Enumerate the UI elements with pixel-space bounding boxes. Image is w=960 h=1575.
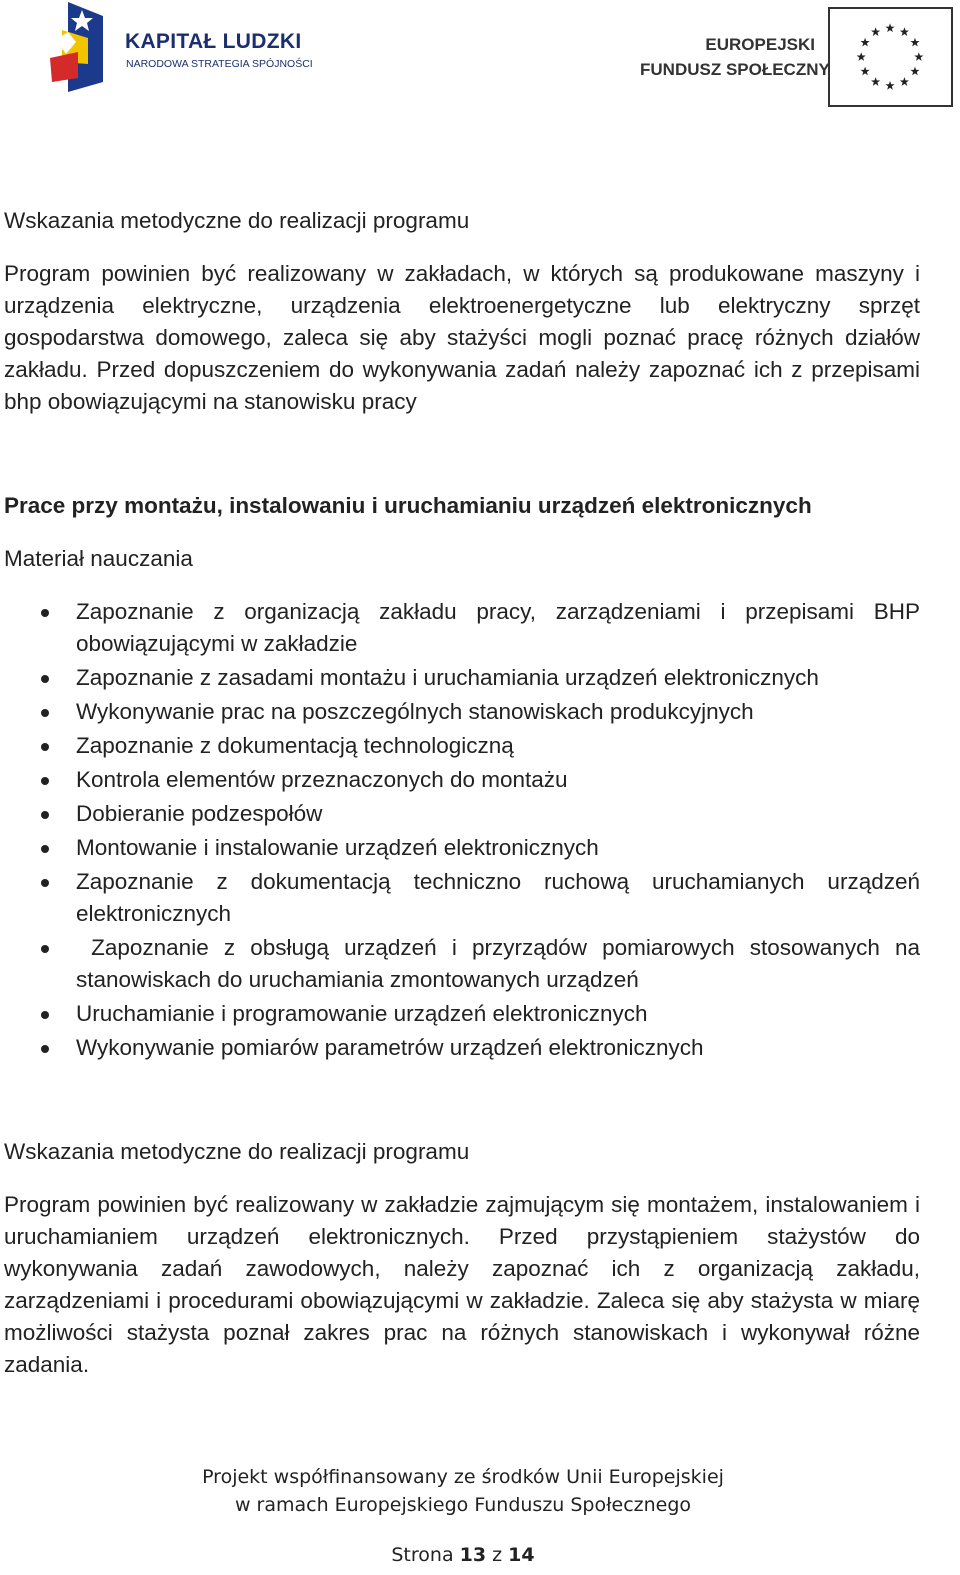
list-item: Zapoznanie z dokumentacją techniczno ruchową uruchamianych urządzeń elektronicznych <box>4 866 920 930</box>
eu-star-icon <box>910 67 919 76</box>
page-separator: z <box>492 1544 503 1566</box>
kapital-ludzki-logo-icon <box>48 2 110 92</box>
kapital-ludzki-title: KAPITAŁ LUDZKI <box>125 30 302 53</box>
section-paragraph: Program powinien być realizowany w zakładzie zajmującym się montażem, instalowaniem i uruchamianiem urządzeń elektronicznych. Przed przystąpieniem stażystów do wykonywania zadań zawodowych, należy zapoznać ich z organizacją zakładu, zarządzeniami i procedurami obowiązującymi w zakładzie. Zaleca się aby stażysta w miarę możliwości stażysta poznał zakres prac na różnych stanowiskach i wykonywał różne zadania. <box>4 1192 920 1377</box>
bullet-icon <box>41 609 49 617</box>
kapital-ludzki-subtitle: NARODOWA STRATEGIA SPÓJNOŚCI <box>126 58 313 70</box>
efs-line-1: EUROPEJSKI <box>705 35 815 54</box>
page-footer <box>0 1463 926 1519</box>
page-number <box>0 1544 926 1566</box>
bullet-icon <box>41 1011 49 1019</box>
efs-line-2: FUNDUSZ SPOŁECZNY <box>640 60 830 79</box>
eu-star-icon <box>914 52 923 61</box>
bullet-icon <box>41 709 49 717</box>
list-item: Montowanie i instalowanie urządzeń elektronicznych <box>4 832 920 864</box>
list-item: Zapoznanie z dokumentacją technologiczną <box>4 730 920 762</box>
page-total: 14 <box>508 1544 535 1566</box>
list-item: Wykonywanie prac na poszczególnych stanowiskach produkcyjnych <box>4 696 920 728</box>
eu-star-icon <box>900 77 909 86</box>
list-item: Zapoznanie z obsługą urządzeń i przyrządów pomiarowych stosowanych na stanowiskach do uruchamiania zmontowanych urządzeń <box>4 932 920 996</box>
section-heading: Wskazania metodyczne do realizacji programu <box>4 1139 470 1164</box>
material-list <box>4 596 927 1064</box>
footer-line-2: w ramach Europejskiego Funduszu Społecznego <box>234 1494 692 1516</box>
eu-star-icon <box>861 67 870 76</box>
bullet-icon <box>41 945 49 953</box>
eu-star-icon <box>900 27 909 36</box>
page-prefix: Strona <box>391 1544 454 1566</box>
list-item: Uruchamianie i programowanie urządzeń elektronicznych <box>4 998 920 1030</box>
page-current: 13 <box>459 1544 487 1566</box>
bullet-icon <box>41 743 49 751</box>
list-item: Kontrola elementów przeznaczonych do montażu <box>4 764 920 796</box>
eu-star-icon <box>910 38 919 47</box>
list-item: Zapoznanie z zasadami montażu i uruchamiania urządzeń elektronicznych <box>4 662 920 694</box>
eu-star-icon <box>857 52 866 61</box>
bullet-icon <box>41 777 49 785</box>
section-heading: Wskazania metodyczne do realizacji programu <box>4 208 470 233</box>
eu-star-icon <box>871 27 880 36</box>
bullet-icon <box>41 811 49 819</box>
page-header <box>0 0 960 115</box>
eu-stars-flag-icon <box>828 7 953 107</box>
eu-star-icon <box>885 23 894 32</box>
footer-line-1: Projekt współfinansowany ze środków Unii Europejskiej <box>202 1466 724 1488</box>
section-paragraph: Program powinien być realizowany w zakładach, w których są produkowane maszyny i urządzenia elektryczne, urządzenia elektroenergetyczne lub elektryczny sprzęt gospodarstwa domowego, zaleca się aby stażyści mogli poznać pracę różnych działów zakładu. Przed dopuszczeniem do wykonywania zadań należy zapoznać ich z przepisami bhp obowiązującymi na stanowisku pracy <box>4 261 920 414</box>
efs-logo-text <box>640 32 830 82</box>
list-item: Dobieranie podzespołów <box>4 798 920 830</box>
bullet-icon <box>41 1045 49 1053</box>
eu-star-icon <box>861 38 870 47</box>
list-item: Zapoznanie z organizacją zakładu pracy, zarządzeniami i przepisami BHP obowiązującymi w zakładzie <box>4 596 920 660</box>
list-item: Wykonywanie pomiarów parametrów urządzeń elektronicznych <box>4 1032 920 1064</box>
eu-star-icon <box>885 81 894 90</box>
document-body <box>4 205 927 1381</box>
topic-title: Prace przy montażu, instalowaniu i uruchamianiu urządzeń elektronicznych <box>4 493 812 518</box>
subheading-material: Materiał nauczania <box>4 546 193 571</box>
eu-star-icon <box>871 77 880 86</box>
bullet-icon <box>41 879 49 887</box>
bullet-icon <box>41 845 49 853</box>
bullet-icon <box>41 675 49 683</box>
